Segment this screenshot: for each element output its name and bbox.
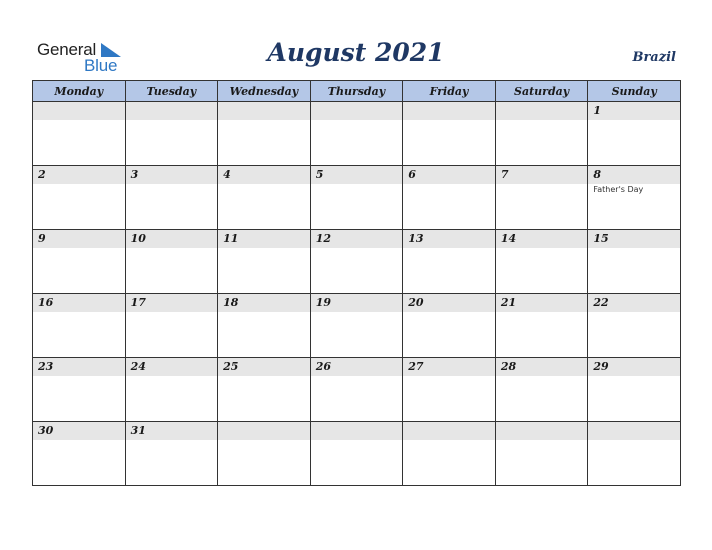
day-number: 7: [496, 166, 588, 184]
day-cell: [588, 422, 681, 486]
day-cell: [310, 230, 403, 294]
day-number: 13: [403, 230, 495, 248]
day-number: 25: [218, 358, 310, 376]
day-cell: [125, 358, 218, 422]
day-cell: [125, 230, 218, 294]
day-cell: [495, 358, 588, 422]
day-number: 3: [126, 166, 218, 184]
day-number: 29: [588, 358, 680, 376]
day-number: 2: [33, 166, 125, 184]
day-cell: [125, 422, 218, 486]
day-cell: [310, 358, 403, 422]
day-cell: [310, 166, 403, 230]
week-row: [33, 294, 681, 358]
day-number: 27: [403, 358, 495, 376]
day-number: [311, 422, 403, 440]
day-cell: [33, 294, 126, 358]
day-number: 8: [588, 166, 680, 184]
day-number: [311, 102, 403, 120]
day-cell: [495, 294, 588, 358]
day-cell: [310, 102, 403, 166]
day-number: [218, 422, 310, 440]
day-cell: [33, 358, 126, 422]
day-cell: [588, 102, 681, 166]
day-cell: [403, 230, 496, 294]
day-number: 9: [33, 230, 125, 248]
week-row: [33, 358, 681, 422]
day-number: 12: [311, 230, 403, 248]
day-cell: [403, 294, 496, 358]
day-number: 16: [33, 294, 125, 312]
day-number: 22: [588, 294, 680, 312]
day-number: 18: [218, 294, 310, 312]
day-number: [403, 422, 495, 440]
day-cell: [495, 230, 588, 294]
day-cell: [403, 166, 496, 230]
week-row: [33, 102, 681, 166]
day-number: [403, 102, 495, 120]
day-number: 28: [496, 358, 588, 376]
weekday-header: Thursday: [310, 81, 403, 102]
day-number: 26: [311, 358, 403, 376]
day-cell: [495, 166, 588, 230]
weekday-header-row: [33, 81, 681, 102]
day-number: 11: [218, 230, 310, 248]
day-cell: [310, 422, 403, 486]
day-number: 30: [33, 422, 125, 440]
day-cell: [125, 294, 218, 358]
day-number: 31: [126, 422, 218, 440]
day-cell: [403, 422, 496, 486]
day-number: [126, 102, 218, 120]
day-number: 24: [126, 358, 218, 376]
day-number: [588, 422, 680, 440]
weekday-header: Sunday: [588, 81, 681, 102]
day-number: 23: [33, 358, 125, 376]
day-number: 17: [126, 294, 218, 312]
logo-text-general: General: [37, 40, 97, 59]
week-row: [33, 230, 681, 294]
calendar-grid: [32, 80, 681, 486]
day-cell: [588, 166, 681, 230]
day-cell: [403, 358, 496, 422]
day-number: 21: [496, 294, 588, 312]
day-cell: [218, 422, 311, 486]
day-number: 19: [311, 294, 403, 312]
day-cell: [588, 358, 681, 422]
day-cell: [588, 294, 681, 358]
day-number: 1: [588, 102, 680, 120]
day-cell: [33, 230, 126, 294]
day-number: 15: [588, 230, 680, 248]
day-number: 6: [403, 166, 495, 184]
day-cell: [218, 230, 311, 294]
day-number: 10: [126, 230, 218, 248]
weekday-header: Monday: [33, 81, 126, 102]
day-cell: [588, 230, 681, 294]
holiday-label: Father's Day: [593, 185, 644, 194]
day-number: 14: [496, 230, 588, 248]
day-cell: [218, 166, 311, 230]
calendar-title: August 2021: [267, 38, 445, 67]
day-cell: [33, 102, 126, 166]
day-cell: [218, 102, 311, 166]
day-cell: [125, 166, 218, 230]
weekday-header: Friday: [403, 81, 496, 102]
country-label: Brazil: [632, 50, 676, 65]
day-cell: [495, 422, 588, 486]
day-cell: [218, 294, 311, 358]
day-number: 5: [311, 166, 403, 184]
day-number: 20: [403, 294, 495, 312]
weekday-header: Wednesday: [218, 81, 311, 102]
day-number: 4: [218, 166, 310, 184]
day-cell: [33, 166, 126, 230]
day-cell: [310, 294, 403, 358]
day-cell: [495, 102, 588, 166]
weekday-header: Tuesday: [125, 81, 218, 102]
day-number: [33, 102, 125, 120]
day-number: [496, 102, 588, 120]
day-cell: [403, 102, 496, 166]
day-number: [218, 102, 310, 120]
week-row: [33, 166, 681, 230]
weekday-header: Saturday: [495, 81, 588, 102]
day-number: [496, 422, 588, 440]
day-cell: [218, 358, 311, 422]
day-cell: [33, 422, 126, 486]
week-row: [33, 422, 681, 486]
day-cell: [125, 102, 218, 166]
logo-text-blue: Blue: [84, 56, 118, 75]
